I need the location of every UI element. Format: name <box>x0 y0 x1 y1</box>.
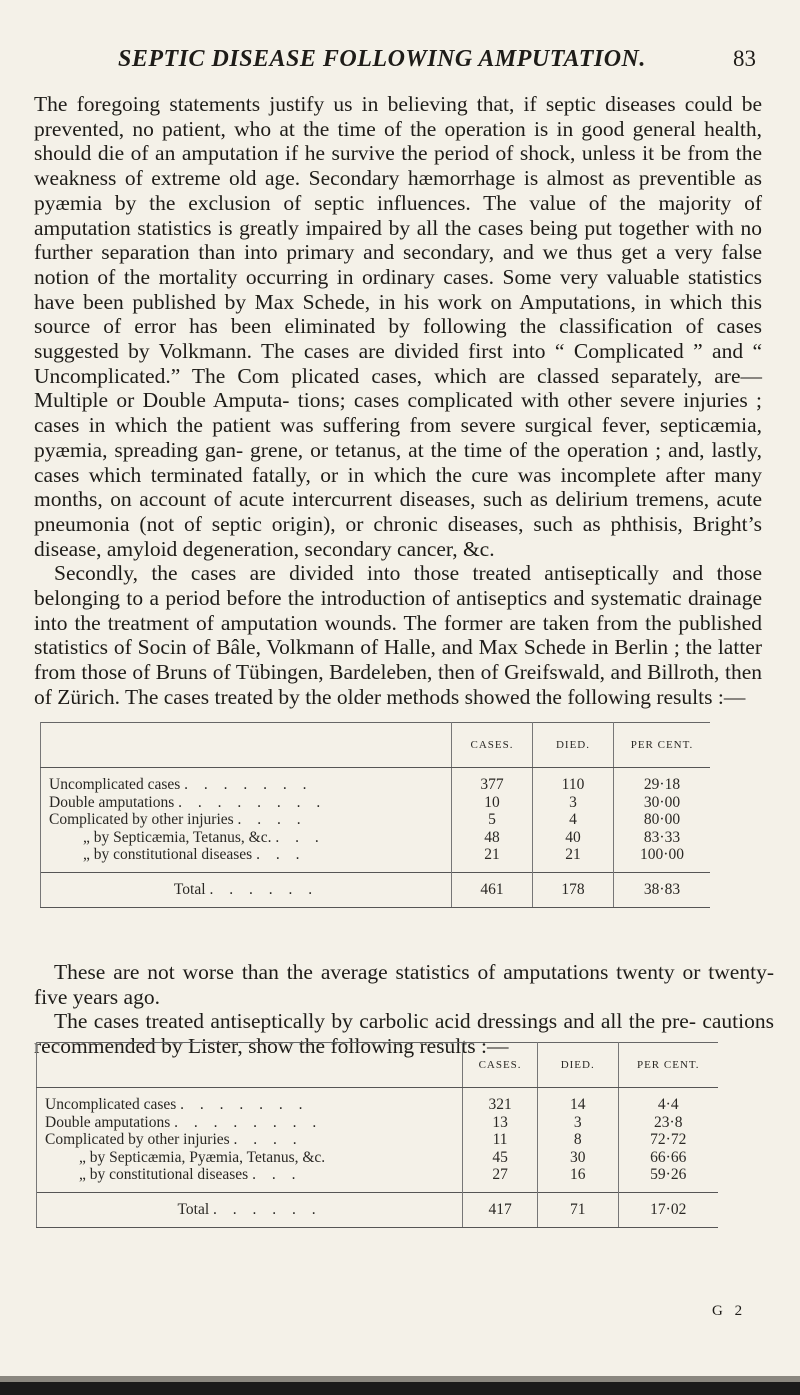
percent-cell: 29·18 <box>614 776 711 794</box>
cases-header: CASES. <box>452 723 533 768</box>
row-label: „ by constitutional diseases <box>83 846 253 863</box>
table-row <box>41 776 711 794</box>
total-died-cell: 178 <box>533 872 614 907</box>
died-cell: 3 <box>537 1114 618 1132</box>
cases-cell: 10 <box>452 794 533 812</box>
old-methods-table <box>40 722 710 908</box>
row-label: Uncomplicated cases <box>45 1096 177 1113</box>
died-cell: 14 <box>537 1096 618 1114</box>
table-row <box>37 1131 719 1149</box>
row-label: „ by constitutional diseases <box>79 1166 249 1183</box>
leader-dots: . . . . . . <box>209 880 319 898</box>
percent-cell: 66·66 <box>618 1149 718 1167</box>
died-cell: 4 <box>533 811 614 829</box>
cases-cell: 21 <box>452 846 533 864</box>
leader-dots: . . . <box>275 828 325 846</box>
table-row <box>37 1096 719 1114</box>
table-row <box>41 811 711 829</box>
table-row <box>41 846 711 864</box>
total-percent-cell: 17·02 <box>618 1192 718 1227</box>
percent-header: PER CENT. <box>614 723 711 768</box>
leader-dots: . . . . . . . . <box>174 1113 323 1131</box>
cases-cell: 321 <box>463 1096 538 1114</box>
leader-dots: . . . <box>252 1166 302 1183</box>
running-title: SEPTIC DISEASE FOLLOWING AMPUTATION. <box>118 46 646 72</box>
total-label: Total <box>177 1200 210 1218</box>
cases-cell: 377 <box>452 776 533 794</box>
row-label: Double amputations <box>49 793 175 811</box>
percent-cell: 83·33 <box>614 829 711 847</box>
percent-cell: 80·00 <box>614 811 711 829</box>
table-row <box>41 794 711 812</box>
row-label: „ by Septicæmia, Pyæmia, Tetanus, &c. <box>79 1148 326 1166</box>
total-percent-cell: 38·83 <box>614 872 711 907</box>
paragraph-1: The foregoing statements justify us in believing that, if septic diseases could be prevented, no patient, who at the time of the operation is in good general health, should die of an amputation if he survive the period of shock, unless it be from the weakness of extreme old age. Secondary hæmorrhage is almost as preventible as pyæmia by the exclusion of septic influences. The value of the majority of amputation statistics is greatly impaired by all the cases being put together with no further separation than into primary and secondary, and we thus get a very false notion of the mortality occurring in ordinary cases. Some very valuable statistics have been published by Max Schede, in his work on Amputations, in which this source of error has been eliminated by following the classification of cases suggested by Volkmann. The cases are divided first into “ Complicated ” and “ Uncomplicated.” The Com plicated cases, which are classed separately, are—Multiple or Double Amputa- tions; cases complicated with other severe injuries ; cases in which the patient was suffering from severe surgical fever, septicæmia, pyæmia, spreading gan- grene, or tetanus, at the time of the operation ; and, lastly, cases which terminated fatally, or in which the cure was incomplete after many months, on account of acute intercurrent diseases, such as delirium tremens, acute pneumonia (not of septic origin), or chronic diseases, such as phthisis, Bright’s disease, amyloid degeneration, secondary cancer, &c. <box>34 92 762 561</box>
cases-cell: 45 <box>463 1149 538 1167</box>
leader-dots: . . . . <box>233 1131 303 1148</box>
paragraph-2: Secondly, the cases are divided into those treated antiseptically and those belonging to a period before the introduction of antiseptics and systematic drainage into the treatment of amputation wounds. The former are taken from the published statistics of Socin of Bâle, Volkmann of Halle, and Max Schede in Berlin ; the latter from those of Bruns of Tübingen, Bardeleben, then of Greifswald, and Billroth, then of Zürich. The cases treated by the older methods showed the following results :— <box>34 561 762 709</box>
total-cases-cell: 461 <box>452 872 533 907</box>
died-header: DIED. <box>537 1043 618 1088</box>
died-header: DIED. <box>533 723 614 768</box>
died-cell: 3 <box>533 794 614 812</box>
table-row <box>37 1149 719 1167</box>
total-cases-cell: 417 <box>463 1192 538 1227</box>
percent-cell: 4·4 <box>618 1096 718 1114</box>
leader-dots: . . . <box>256 846 306 863</box>
leader-dots: . . . . <box>237 811 307 828</box>
total-row <box>37 1192 719 1227</box>
died-cell: 8 <box>537 1131 618 1149</box>
signature-mark: G 2 <box>712 1303 747 1319</box>
row-label: „ by Septicæmia, Tetanus, &c. <box>83 828 272 846</box>
died-cell: 40 <box>533 829 614 847</box>
total-label: Total <box>173 880 206 898</box>
page-header <box>0 46 800 76</box>
row-label: Complicated by other injuries <box>49 811 234 828</box>
cases-cell: 11 <box>463 1131 538 1149</box>
scan-border <box>0 1382 800 1395</box>
paragraph-4: The cases treated antiseptically by carbolic acid dressings and all the pre- cautions recommended by Lister, show the following results :— <box>34 1009 774 1059</box>
died-cell: 16 <box>537 1166 618 1184</box>
table-row <box>41 829 711 847</box>
body-text <box>34 92 762 710</box>
percent-cell: 100·00 <box>614 846 711 864</box>
leader-dots: . . . . . . . <box>184 776 313 793</box>
row-label: Complicated by other injuries <box>45 1131 230 1148</box>
cases-cell: 13 <box>463 1114 538 1132</box>
total-died-cell: 71 <box>537 1192 618 1227</box>
leader-dots: . . . . . . . <box>180 1096 309 1113</box>
row-label: Uncomplicated cases <box>49 776 181 793</box>
table-row <box>37 1114 719 1132</box>
cases-cell: 48 <box>452 829 533 847</box>
page-number: 83 <box>733 46 756 71</box>
label-header <box>41 723 452 768</box>
leader-dots: . . . . . . . . <box>178 793 327 811</box>
table-row <box>37 1166 719 1184</box>
total-row <box>41 872 711 907</box>
died-cell: 21 <box>533 846 614 864</box>
cases-cell: 27 <box>463 1166 538 1184</box>
percent-cell: 30·00 <box>614 794 711 812</box>
percent-cell: 59·26 <box>618 1166 718 1184</box>
paragraph-3: These are not worse than the average statistics of amputations twenty or twenty-five years ago. <box>34 960 774 1009</box>
percent-cell: 23·8 <box>618 1114 718 1132</box>
leader-dots: . . . . . . <box>213 1200 322 1218</box>
row-label: Double amputations <box>45 1113 171 1131</box>
died-cell: 30 <box>537 1149 618 1167</box>
antiseptic-methods-table <box>36 1042 718 1228</box>
cases-cell: 5 <box>452 811 533 829</box>
cases-header: CASES. <box>463 1043 538 1088</box>
died-cell: 110 <box>533 776 614 794</box>
percent-cell: 72·72 <box>618 1131 718 1149</box>
percent-header: PER CENT. <box>618 1043 718 1088</box>
label-header <box>37 1043 463 1088</box>
